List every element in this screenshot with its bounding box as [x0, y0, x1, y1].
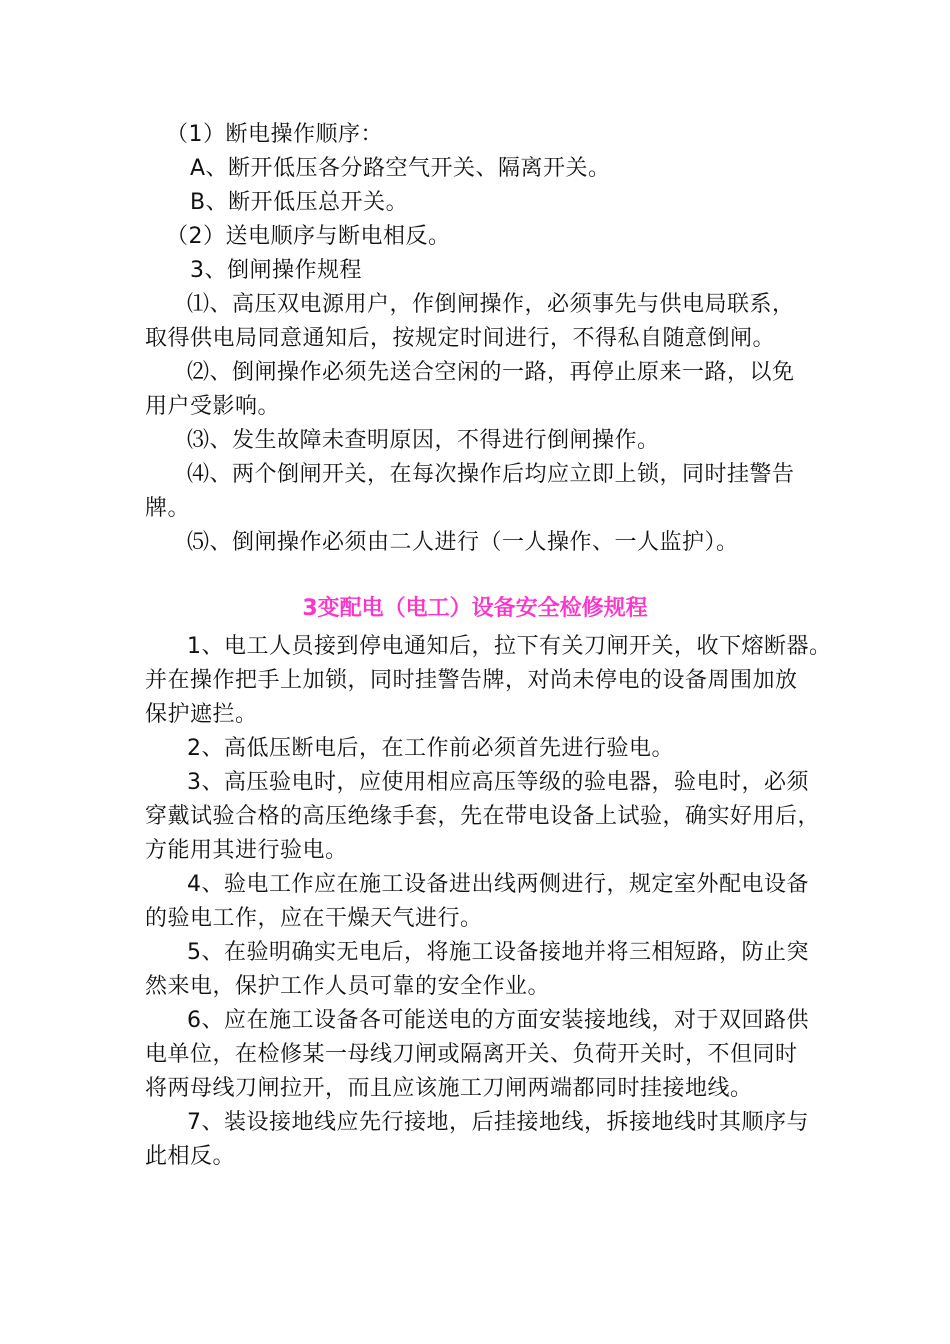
rule-1-text-cont: 取得供电局同意通知后，按规定时间进行，不得私自随意倒闸。: [145, 326, 776, 351]
maintenance-item-3-cont2: 方能用其进行验电。: [145, 838, 348, 863]
maintenance-item-7: 7、装设接地线应先行接地，后挂接地线，拆接地线时其顺序与: [187, 1110, 809, 1135]
rule-1-text: ⑴、高压双电源用户，作倒闸操作，必须事先与供电局联系，: [187, 292, 795, 317]
maintenance-item-5-cont: 然来电，保护工作人员可靠的安全作业。: [145, 974, 551, 999]
maintenance-item-4-cont: 的验电工作，应在干燥天气进行。: [145, 906, 483, 931]
maintenance-item-3: 3、高压验电时，应使用相应高压等级的验电器，验电时，必须: [187, 770, 809, 795]
maintenance-item-2: 2、高低压断电后，在工作前必须首先进行验电。: [187, 736, 674, 761]
maintenance-item-4: 4、验电工作应在施工设备进出线两侧进行，规定室外配电设备: [187, 872, 809, 897]
rule-2-text-cont: 用户受影响。: [145, 394, 281, 419]
maintenance-item-1-cont2: 保护遮拦。: [145, 702, 258, 727]
step-b-text: B、断开低压总开关。: [190, 190, 409, 215]
maintenance-item-6: 6、应在施工设备各可能送电的方面安装接地线，对于双回路供: [187, 1008, 809, 1033]
maintenance-item-6-cont: 电单位，在检修某一母线刀闸或隔离开关、负荷开关时，不但同时: [145, 1042, 798, 1067]
maintenance-item-3-cont: 穿戴试验合格的高压绝缘手套，先在带电设备上试验，确实好用后，: [145, 804, 821, 829]
section-title: 3变配电（电工）设备安全检修规程: [302, 596, 648, 621]
rule-5-text: ⑸、倒闸操作必须由二人进行（一人操作、一人监护）。: [187, 530, 739, 555]
maintenance-item-5: 5、在验明确实无电后，将施工设备接地并将三相短路，防止突: [187, 940, 809, 965]
step-a-text: A、断开低压各分路空气开关、隔离开关。: [190, 156, 611, 181]
maintenance-item-7-cont: 此相反。: [145, 1144, 236, 1169]
switching-rules-heading: 3、倒闸操作规程: [190, 258, 362, 283]
maintenance-item-6-cont2: 将两母线刀闸拉开，而且应该施工刀闸两端都同时挂接地线。: [145, 1076, 753, 1101]
maintenance-item-1: 1、电工人员接到停电通知后，拉下有关刀闸开关，收下熔断器。: [187, 634, 832, 659]
procedure-heading-power-on: （2）送电顺序与断电相反。: [166, 224, 451, 249]
rule-4-text-cont: 牌。: [145, 496, 191, 521]
procedure-heading-power-off: （1）断电操作顺序：: [166, 122, 383, 147]
rule-2-text: ⑵、倒闸操作必须先送合空闲的一路，再停止原来一路，以免: [187, 360, 795, 385]
maintenance-item-1-cont: 并在操作把手上加锁，同时挂警告牌，对尚未停电的设备周围加放: [145, 668, 798, 693]
rule-3-text: ⑶、发生故障未查明原因，不得进行倒闸操作。: [187, 428, 660, 453]
rule-4-text: ⑷、两个倒闸开关，在每次操作后均应立即上锁，同时挂警告: [187, 462, 795, 487]
